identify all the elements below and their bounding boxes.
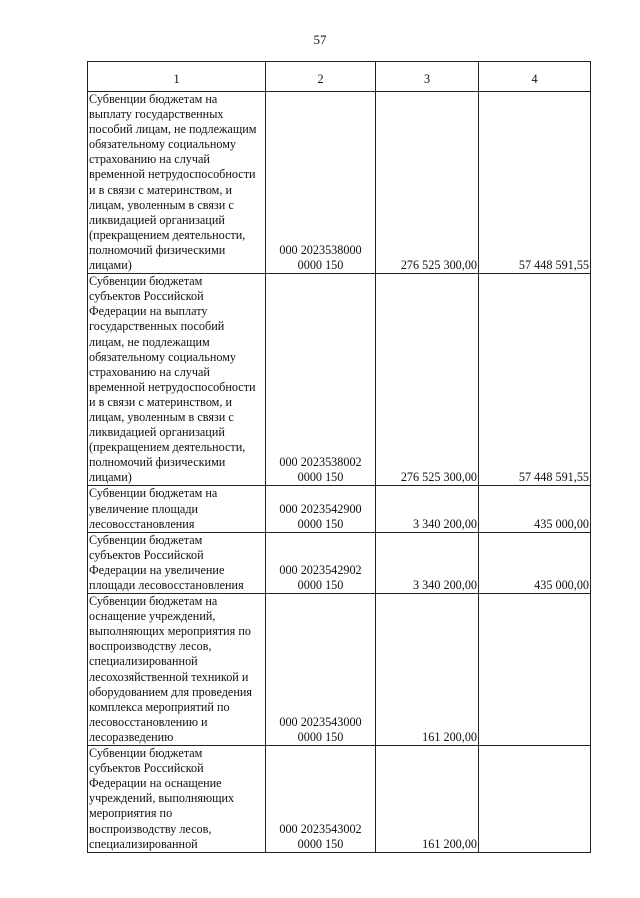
row-code-cell: 000 2023542900 0000 150 xyxy=(266,486,376,532)
table-row xyxy=(88,746,591,853)
row-code-cell: 000 2023538002 0000 150 xyxy=(266,274,376,486)
row-amount-col4-cell xyxy=(479,594,591,746)
table-header-row xyxy=(88,62,591,92)
row-amount-col4-cell xyxy=(479,746,591,853)
row-amount-col3-cell: 3 340 200,00 xyxy=(376,532,479,593)
row-code-cell: 000 2023538000 0000 150 xyxy=(266,92,376,274)
table-row xyxy=(88,274,591,486)
page-number: 57 xyxy=(313,32,327,47)
row-code-cell: 000 2023542902 0000 150 xyxy=(266,532,376,593)
row-amount-col3-cell: 3 340 200,00 xyxy=(376,486,479,532)
table-row xyxy=(88,594,591,746)
row-amount-col4-cell: 57 448 591,55 xyxy=(479,274,591,486)
budget-table xyxy=(87,61,591,853)
column-header-2: 2 xyxy=(266,62,376,92)
row-name-cell: Субвенции бюджетам на выплату государственных пособий лицам, не подлежащим обязательному социальному страхованию на случай временной нетрудоспособности и в связи с материнством, и лицам, уволенным в связи с ликвидацией организаций (прекращением деятельности, полномочий физическими лицами) xyxy=(88,92,266,274)
row-name-cell: Субвенции бюджетам на оснащение учреждений, выполняющих мероприятия по воспроизводству лесов, специализированной лесохозяйственной техникой и оборудованием для проведения комплекса мероприятий по лесовосстановлению и лесоразведению xyxy=(88,594,266,746)
row-amount-col3-cell: 161 200,00 xyxy=(376,746,479,853)
table-row xyxy=(88,486,591,532)
row-amount-col3-cell: 276 525 300,00 xyxy=(376,274,479,486)
table-row xyxy=(88,532,591,593)
row-code-cell: 000 2023543000 0000 150 xyxy=(266,594,376,746)
column-header-3: 3 xyxy=(376,62,479,92)
row-name-cell: Субвенции бюджетам субъектов Российской Федерации на оснащение учреждений, выполняющих мероприятия по воспроизводству лесов, специализированной xyxy=(88,746,266,853)
row-name-cell: Субвенции бюджетам субъектов Российской Федерации на увеличение площади лесовосстановления xyxy=(88,532,266,593)
row-amount-col3-cell: 276 525 300,00 xyxy=(376,92,479,274)
row-amount-col4-cell: 435 000,00 xyxy=(479,532,591,593)
row-amount-col4-cell: 57 448 591,55 xyxy=(479,92,591,274)
row-code-cell: 000 2023543002 0000 150 xyxy=(266,746,376,853)
column-header-1: 1 xyxy=(88,62,266,92)
table-row xyxy=(88,92,591,274)
row-name-cell: Субвенции бюджетам субъектов Российской Федерации на выплату государственных пособий лицам, не подлежащим обязательному социальному страхованию на случай временной нетрудоспособности и в связи с материнством, и лицам, уволенным в связи с ликвидацией организаций (прекращением деятельности, полномочий физическими лицами) xyxy=(88,274,266,486)
row-name-cell: Субвенции бюджетам на увеличение площади лесовосстановления xyxy=(88,486,266,532)
row-amount-col4-cell: 435 000,00 xyxy=(479,486,591,532)
column-header-4: 4 xyxy=(479,62,591,92)
row-amount-col3-cell: 161 200,00 xyxy=(376,594,479,746)
